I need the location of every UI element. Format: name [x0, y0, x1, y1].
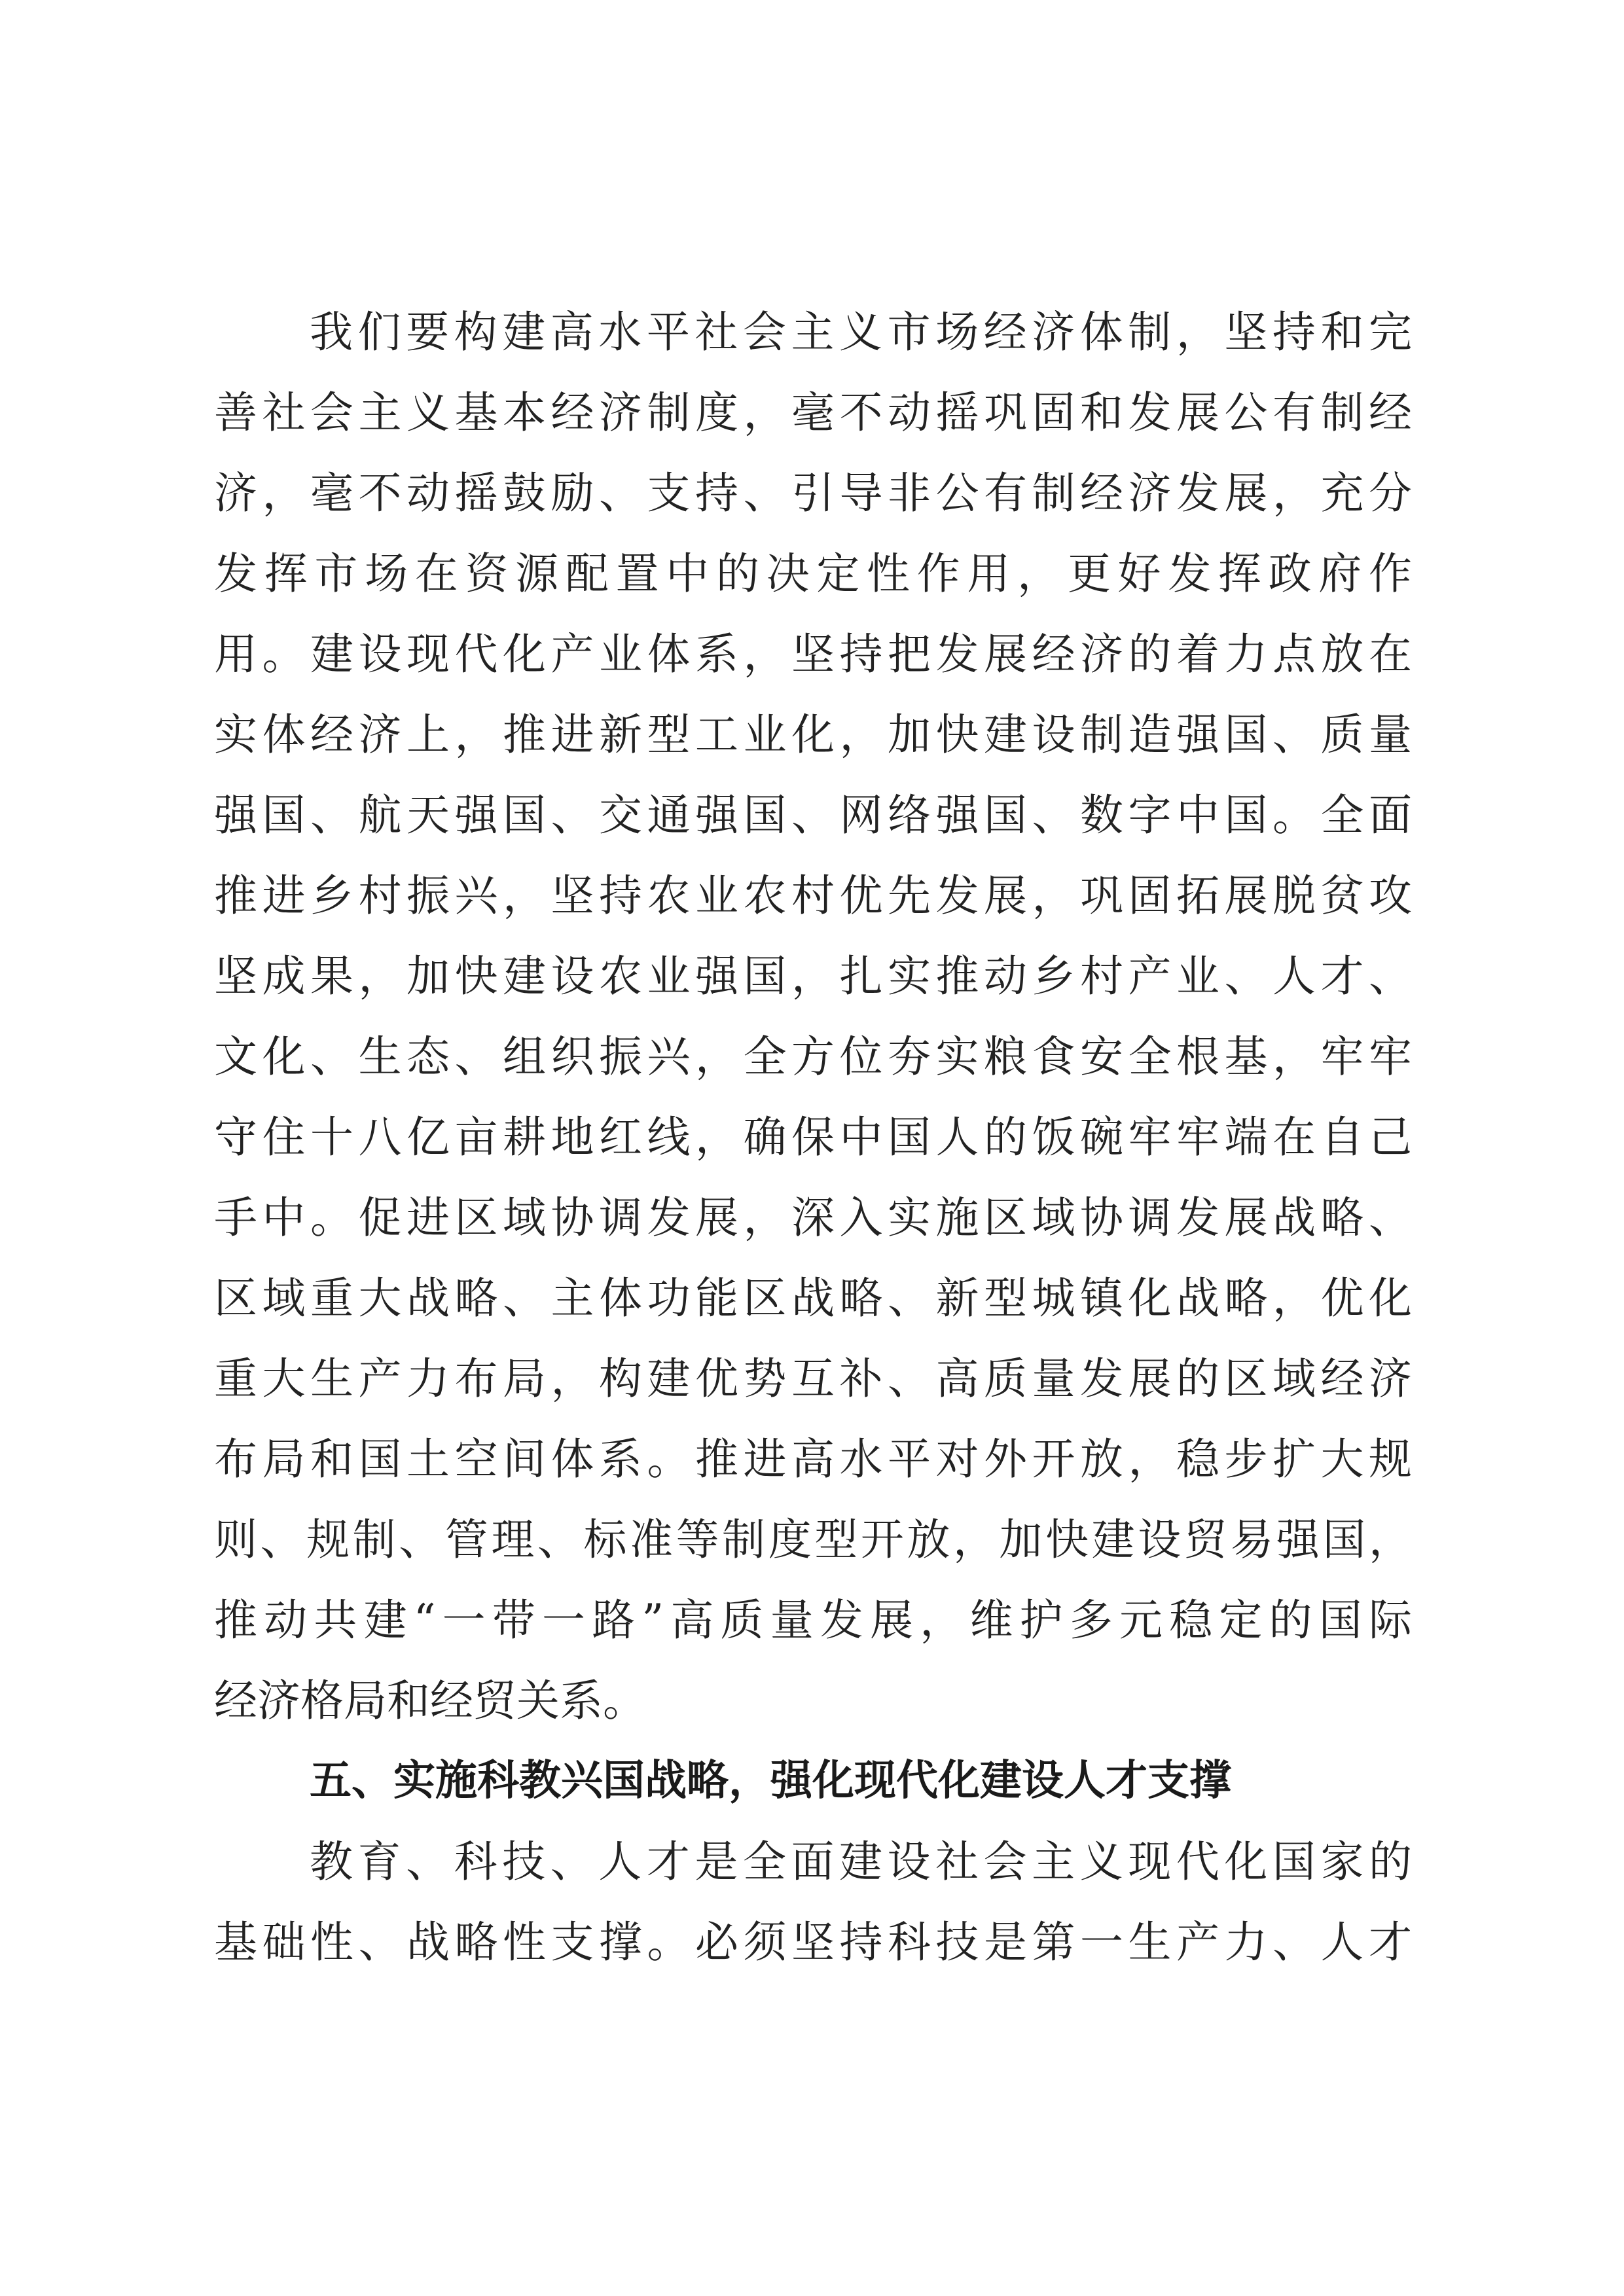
paragraph-line: 则、规制、管理、标准等制度型开放，加快建设贸易强国， — [214, 1515, 1412, 1565]
paragraph-line: 文化、生态、组织振兴，全方位夯实粮食安全根基，牢牢 — [214, 1031, 1412, 1082]
paragraph-line: 推进乡村振兴，坚持农业农村优先发展，巩固拓展脱贫攻 — [214, 870, 1412, 921]
paragraph-line: 基础性、战略性支撑。必须坚持科技是第一生产力、人才 — [214, 1917, 1412, 1967]
paragraph-line: 发挥市场在资源配置中的决定性作用，更好发挥政府作 — [214, 548, 1412, 599]
paragraph-line: 用。建设现代化产业体系，坚持把发展经济的着力点放在 — [214, 629, 1412, 679]
paragraph-line: 守住十八亿亩耕地红线，确保中国人的饭碗牢牢端在自己 — [214, 1112, 1412, 1162]
paragraph-line: 经济格局和经贸关系。 — [214, 1676, 646, 1726]
document-body — [214, 292, 1412, 1982]
paragraph-line: 推动共建“一带一路”高质量发展，维护多元稳定的国际 — [214, 1595, 1412, 1645]
paragraph-line: 强国、航天强国、交通强国、网络强国、数字中国。全面 — [214, 790, 1412, 840]
paragraph-line: 我们要构建高水平社会主义市场经济体制，坚持和完 — [310, 307, 1412, 357]
paragraph-line: 区域重大战略、主体功能区战略、新型城镇化战略，优化 — [214, 1273, 1412, 1323]
paragraph-line: 教育、科技、人才是全面建设社会主义现代化国家的 — [310, 1837, 1412, 1887]
paragraph-line: 重大生产力布局，构建优势互补、高质量发展的区域经济 — [214, 1354, 1412, 1404]
paragraph-line: 手中。促进区域协调发展，深入实施区域协调发展战略、 — [214, 1193, 1412, 1243]
paragraph-line: 实体经济上，推进新型工业化，加快建设制造强国、质量 — [214, 709, 1412, 760]
paragraph-line: 济，毫不动摇鼓励、支持、引导非公有制经济发展，充分 — [214, 468, 1412, 518]
paragraph-line: 布局和国土空间体系。推进高水平对外开放，稳步扩大规 — [214, 1434, 1412, 1484]
paragraph-line: 坚成果，加快建设农业强国，扎实推动乡村产业、人才、 — [214, 951, 1412, 1001]
paragraph-line: 善社会主义基本经济制度，毫不动摇巩固和发展公有制经 — [214, 387, 1412, 438]
section-heading: 五、实施科教兴国战略，强化现代化建设人才支撑 — [310, 1757, 1231, 1805]
